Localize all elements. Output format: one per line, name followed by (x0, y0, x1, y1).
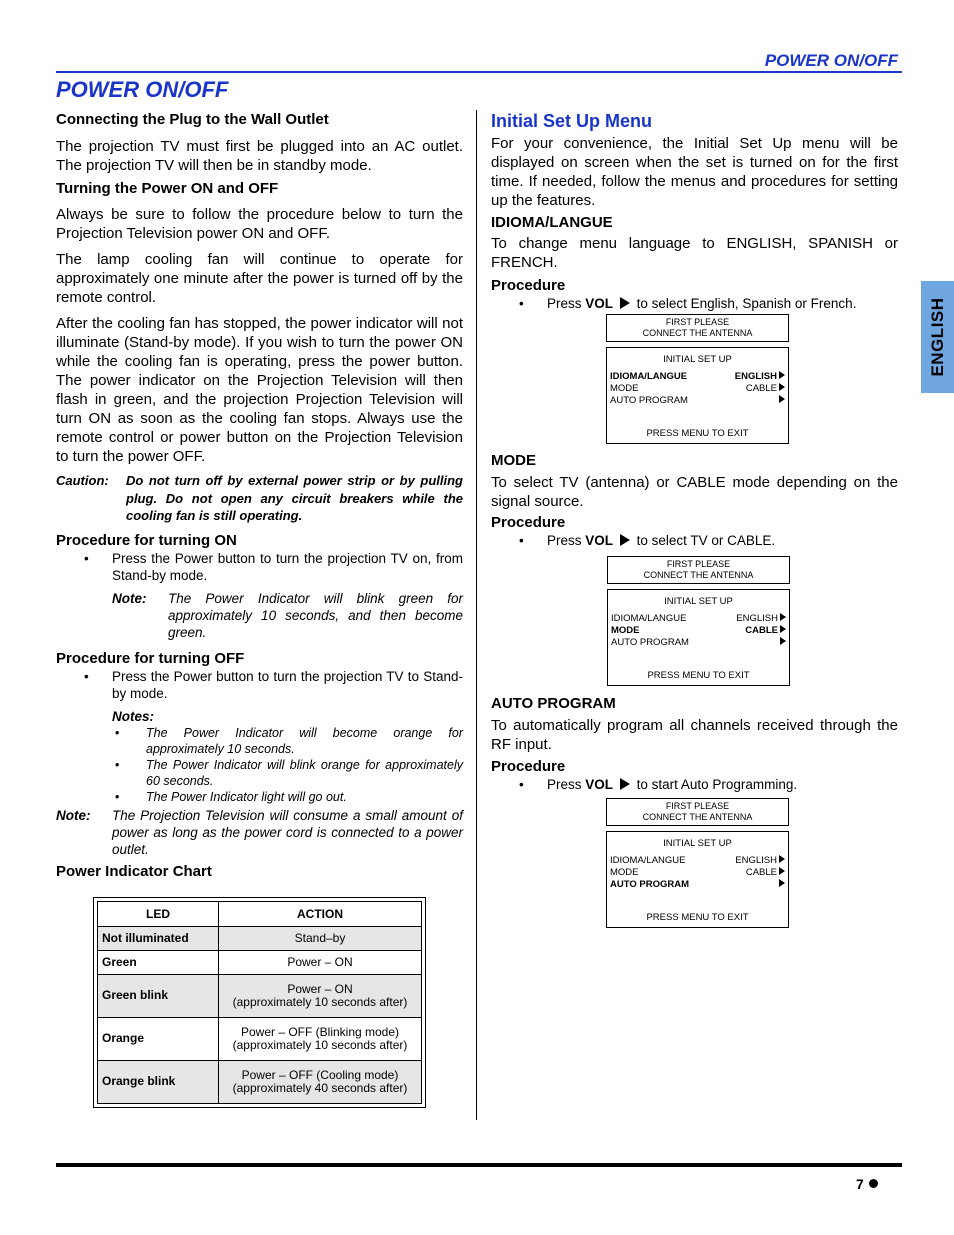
osd-item: IDIOMA/LANGUE (611, 613, 687, 624)
auto-step (491, 776, 898, 793)
osd-item: MODE (610, 383, 639, 394)
caution-text: Do not turn off by external power strip or by pulling plug. Do not open any circuit breakers while the cooling fan is still operating. (126, 473, 463, 523)
language-tab (921, 281, 954, 393)
notes-item: • The Power Indicator will blink orange for approximately 60 seconds. (112, 757, 463, 789)
action-cell (219, 974, 422, 1017)
action-text: Power – OFF (Cooling mode) (241, 1067, 399, 1082)
chart-col-led: LED (98, 902, 219, 927)
osd-footer: PRESS MENU TO EXIT (647, 670, 750, 681)
osd-row-mode (607, 383, 788, 395)
osd-antenna-box (607, 556, 790, 584)
osd-value: CABLE (745, 383, 777, 394)
osd-row-idioma (608, 613, 789, 625)
para-idioma: To change menu language to ENGLISH, SPANISH or FRENCH. (491, 235, 898, 271)
right-arrow-icon (780, 625, 786, 633)
right-arrow-icon (620, 778, 630, 790)
action-text: Power – OFF (Blinking mode) (240, 1024, 400, 1039)
step-text: to select TV or CABLE. (636, 533, 776, 548)
osd-footer: PRESS MENU TO EXIT (646, 428, 749, 439)
right-arrow-icon (780, 613, 786, 621)
heading-procedure: Procedure (491, 758, 566, 775)
on-note-text: The Power Indicator will blink green for approximately 10 seconds, and then become green. (168, 590, 463, 640)
footer-rule (56, 1163, 902, 1167)
osd-title: INITIAL SET UP (663, 838, 732, 849)
press-text: Press (547, 296, 582, 311)
right-column (491, 110, 898, 312)
osd-item: IDIOMA/LANGUE (610, 855, 686, 866)
header-rule (56, 71, 902, 73)
para-after: After the cooling fan has stopped, the power indicator will not illuminate (Stand-by mode). If you wish to turn the power ON while the cooling fan is operating, press the power button. The power indicator on the Projection Television will then flash in green, and the projection Projection Television will turn ON as soon as the cooling fan stops. Always use the remote control or power button on the Projection Television to turn the power OFF. (56, 315, 463, 465)
notes-heading (56, 708, 463, 725)
osd-setup-menu-auto (606, 831, 789, 928)
heading-procedure: Procedure (491, 514, 566, 531)
para-auto: To automatically program all channels received through the RF input. (491, 717, 898, 753)
para-plug: The projection TV must first be plugged into an AC outlet. The projection TV will then be in standby mode. (56, 138, 463, 174)
heading-initial-setup: Initial Set Up Menu (491, 111, 653, 131)
osd-row-mode (607, 867, 788, 879)
power-note-label: Note: (56, 807, 91, 823)
osd-value: ENGLISH (736, 613, 778, 624)
notes-label: Notes: (112, 708, 155, 724)
osd-value: ENGLISH (735, 855, 777, 866)
osd-item: AUTO PROGRAM (611, 637, 689, 648)
notes-list (56, 725, 463, 805)
osd-item: AUTO PROGRAM (610, 879, 689, 890)
heading-plug: Connecting the Plug to the Wall Outlet (56, 111, 329, 128)
off-bullet: • Press the Power button to turn the projection TV to Stand-by mode. (56, 668, 463, 702)
caution-label: Caution: (56, 473, 109, 488)
osd-item: AUTO PROGRAM (610, 395, 688, 406)
idioma-step (491, 295, 898, 312)
led-cell: Orange blink (98, 1060, 219, 1103)
heading-on: Procedure for turning ON (56, 531, 237, 549)
notes-item: • The Power Indicator light will go out. (112, 789, 463, 805)
para-always: Always be sure to follow the procedure below to turn the Projection Television power ON and OFF. (56, 206, 463, 242)
osd-line1: FIRST PLEASE (665, 801, 730, 811)
action-cell (219, 927, 422, 951)
osd-row-idioma (607, 855, 788, 867)
osd-line1: FIRST PLEASE (666, 559, 731, 569)
language-tab-label: ENGLISH (927, 297, 947, 377)
heading-auto: AUTO PROGRAM (491, 695, 616, 712)
osd-setup-menu-idioma (606, 347, 789, 444)
vol-key: VOL (585, 777, 614, 792)
on-bullet: • Press the Power button to turn the projection TV on, from Stand-by mode. (56, 550, 463, 584)
right-arrow-icon (779, 383, 785, 391)
osd-row-idioma (607, 371, 788, 383)
mode-step (491, 532, 898, 549)
right-arrow-icon (779, 855, 785, 863)
osd-row-auto (607, 395, 788, 407)
osd-value: ENGLISH (734, 371, 777, 382)
auto-program-section (491, 694, 898, 793)
action-subtext: (approximately 10 seconds after) (232, 994, 408, 1009)
osd-antenna-box (606, 314, 789, 342)
right-arrow-icon (780, 637, 786, 645)
action-text: Stand–by (294, 930, 346, 945)
osd-item: IDIOMA/LANGUE (610, 371, 688, 382)
press-text: Press (547, 533, 582, 548)
osd-value: CABLE (745, 625, 778, 636)
table-row (98, 974, 422, 1017)
notes-item: • The Power Indicator will become orange for approximately 10 seconds. (112, 725, 463, 757)
right-arrow-icon (779, 371, 785, 379)
vol-key: VOL (585, 533, 614, 548)
right-arrow-icon (779, 879, 785, 887)
left-column (56, 110, 463, 881)
right-arrow-icon (779, 395, 785, 403)
osd-row-auto (607, 879, 788, 891)
para-initial-setup: For your convenience, the Initial Set Up menu will be displayed on screen when the set is turned on for the first time. If needed, follow the menus and procedures for setting up the features. (491, 135, 898, 209)
led-cell: Orange (98, 1017, 219, 1060)
action-text: Power – ON (287, 981, 353, 996)
chart-table (97, 901, 422, 1104)
mode-section (491, 451, 898, 549)
power-note-text: The Projection Television will consume a small amount of power as long as the power cord is connected to a power outlet. (112, 807, 463, 857)
table-row (98, 1060, 422, 1103)
bullet-dot-icon (869, 1179, 878, 1188)
heading-turning: Turning the Power ON and OFF (56, 180, 279, 197)
osd-row-mode (608, 625, 789, 637)
osd-title: INITIAL SET UP (664, 596, 733, 607)
heading-chart: Power Indicator Chart (56, 862, 212, 880)
osd-line2: CONNECT THE ANTENNA (643, 570, 754, 580)
chart-col-action: ACTION (219, 902, 422, 927)
action-cell (219, 1060, 422, 1103)
osd-title: INITIAL SET UP (663, 354, 732, 365)
on-note-label: Note: (112, 590, 147, 606)
action-cell (219, 1017, 422, 1060)
right-arrow-icon (620, 297, 630, 309)
page-number: 7 (856, 1176, 864, 1192)
right-arrow-icon (620, 534, 630, 546)
on-note (56, 590, 463, 641)
led-cell: Not illuminated (98, 927, 219, 951)
chart-header-row (98, 902, 422, 927)
page-title: POWER ON/OFF (56, 77, 229, 102)
right-arrow-icon (779, 867, 785, 875)
action-subtext: (approximately 10 seconds after) (232, 1037, 408, 1052)
heading-procedure: Procedure (491, 277, 566, 294)
table-row (98, 1017, 422, 1060)
power-note (56, 807, 463, 858)
led-cell: Green blink (98, 974, 219, 1017)
step-text: to start Auto Programming. (636, 777, 798, 792)
step-text: to select English, Spanish or French. (636, 296, 857, 311)
table-row (98, 927, 422, 951)
para-mode: To select TV (antenna) or CABLE mode depending on the signal source. (491, 474, 898, 510)
vol-key: VOL (585, 296, 614, 311)
press-text: Press (547, 777, 582, 792)
heading-idioma: IDIOMA/LANGUE (491, 214, 613, 231)
heading-mode: MODE (491, 452, 536, 469)
action-text: Power – ON (287, 954, 353, 969)
running-header: POWER ON/OFF (764, 51, 898, 70)
heading-off: Procedure for turning OFF (56, 649, 245, 667)
osd-item: MODE (611, 625, 640, 636)
osd-item: MODE (610, 867, 639, 878)
osd-line2: CONNECT THE ANTENNA (642, 328, 753, 338)
para-lamp: The lamp cooling fan will continue to operate for approximately one minute after the power is turned off by the remote control. (56, 251, 463, 306)
osd-value: CABLE (745, 867, 777, 878)
led-cell: Green (98, 950, 219, 974)
power-indicator-chart (93, 897, 426, 1108)
caution-block (56, 472, 463, 525)
osd-antenna-box (606, 798, 789, 826)
osd-setup-menu-mode (607, 589, 790, 686)
osd-line2: CONNECT THE ANTENNA (642, 812, 753, 822)
action-cell (219, 950, 422, 974)
table-row (98, 950, 422, 974)
action-subtext: (approximately 40 seconds after) (232, 1080, 408, 1095)
column-divider (476, 110, 477, 1120)
osd-footer: PRESS MENU TO EXIT (646, 912, 749, 923)
osd-line1: FIRST PLEASE (665, 317, 730, 327)
osd-row-auto (608, 637, 789, 649)
